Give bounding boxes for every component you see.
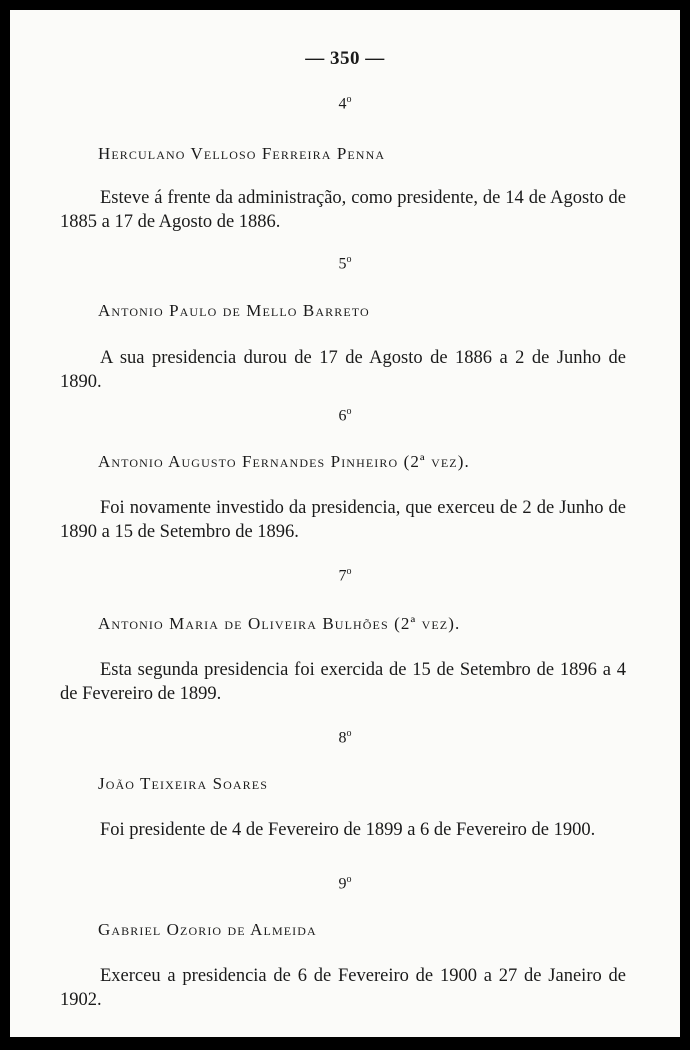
entry-ordinal: 9$^o$ — [338, 874, 352, 893]
page-number: — 350 — — [305, 48, 385, 69]
term-description: Esteve á frente da administração, como presidente, de 14 de Agosto de 1885 a 17 de Agosto de 1886. — [60, 188, 626, 232]
document-page — [10, 10, 680, 1037]
term-description: Foi presidente de 4 de Fevereiro de 1899 a 6 de Fevereiro de 1900. — [100, 820, 596, 840]
term-description: A sua presidencia durou de 17 de Agosto de 1886 a 2 de Junho de 1890. — [60, 348, 626, 392]
president-name: Antonio Paulo de Mello Barreto — [98, 301, 370, 320]
president-name: Antonio Augusto Fernandes Pinheiro (2ª vez). — [98, 452, 470, 471]
entry-ordinal: 7$^o$ — [338, 566, 352, 585]
entry-ordinal: 5$^o$ — [338, 254, 352, 273]
entry-ordinal: 6$^o$ — [338, 406, 352, 425]
president-name: Herculano Velloso Ferreira Penna — [98, 144, 386, 163]
president-name: Antonio Maria de Oliveira Bulhões (2ª vez). — [98, 614, 461, 633]
entry-ordinal: 8$^o$ — [338, 728, 352, 747]
term-description: Esta segunda presidencia foi exercida de 15 de Setembro de 1896 a 4 de Fevereiro de 1899. — [60, 660, 626, 704]
term-description: Exerceu a presidencia de 6 de Fevereiro de 1900 a 27 de Janeiro de 1902. — [60, 966, 626, 1010]
term-description: Foi novamente investido da presidencia, que exerceu de 2 de Junho de 1890 a 15 de Setembro de 1896. — [60, 498, 626, 542]
president-name: João Teixeira Soares — [98, 774, 268, 793]
entry-ordinal: 4$^o$ — [338, 94, 352, 113]
president-name: Gabriel Ozorio de Almeida — [98, 920, 317, 939]
